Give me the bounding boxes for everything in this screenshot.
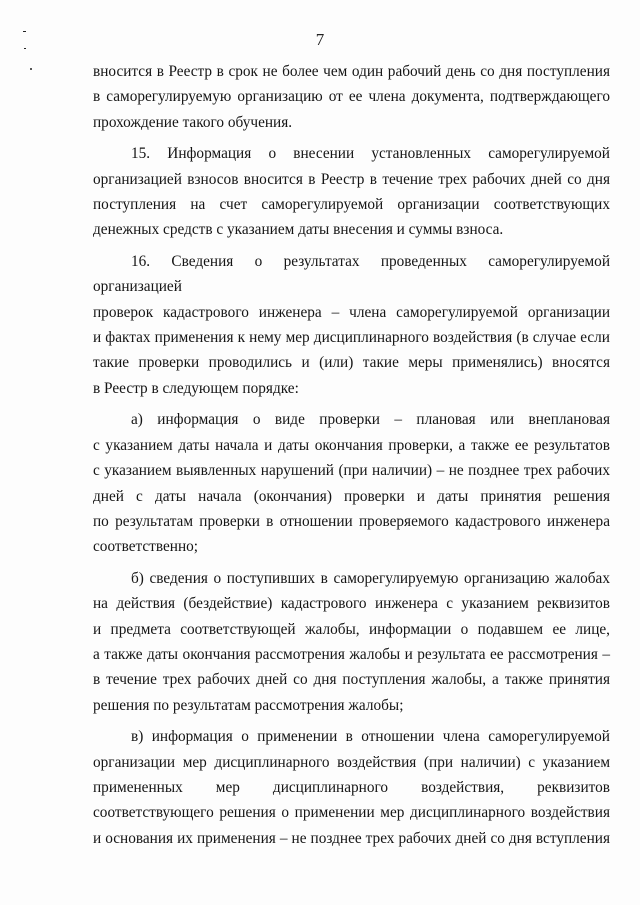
text-line: в саморегулируемую организацию от ее члена документа, подтверждающего [93, 88, 610, 106]
text-line: в течение трех рабочих дней со дня поступления жалобы, а также принятия [93, 671, 610, 689]
text-line: решения по результатам рассмотрения жалобы; [93, 696, 404, 714]
text-line: на действия (бездействие) кадастрового инженера с указанием реквизитов [93, 595, 610, 613]
text-line: и фактах применения к нему мер дисциплинарного воздействия (в случае если [93, 329, 610, 347]
text-line: такие проверки проводились и (или) такие меры применялись) вносятся [93, 354, 610, 372]
text-line: по результатам проверки в отношении проверяемого кадастрового инженера [93, 512, 610, 530]
text-line: прохождение такого обучения. [93, 113, 293, 131]
text-line: и предмета соответствующей жалобы, информации о подавшем ее лице, [93, 620, 610, 638]
page-number: 7 [315, 30, 325, 49]
text-line: примененных мер дисциплинарного воздействия, реквизитов [93, 778, 610, 796]
text-line: а) информация о виде проверки – плановая или внеплановая [131, 411, 610, 429]
text-line: дней с даты начала (окончания) проверки и даты принятия решения [93, 487, 610, 505]
text-line: соответствующего решения о применении мер дисциплинарного воздействия [93, 804, 610, 822]
text-line: б) сведения о поступивших в саморегулируемую организацию жалобах [131, 569, 610, 587]
text-line: проверок кадастрового инженера – члена саморегулируемой организации [93, 303, 610, 321]
text-line: поступления на счет саморегулируемой организации соответствующих [93, 196, 610, 214]
text-line: вносится в Реестр в срок не более чем один рабочий день со дня поступления [93, 63, 610, 80]
document-body [93, 59, 610, 851]
text-line: а также даты окончания рассмотрения жалобы и результата ее рассмотрения – [93, 645, 610, 663]
text-line: с указанием даты начала и даты окончания проверки, а также ее результатов [93, 436, 610, 454]
text-line: организацией взносов вносится в Реестр в течение трех рабочих дней со дня [93, 170, 610, 188]
text-line: соответственно; [93, 538, 199, 556]
text-line: в) информация о применении в отношении члена саморегулируемой [131, 728, 610, 746]
text-line: с указанием выявленных нарушений (при наличии) – не позднее трех рабочих [93, 462, 610, 480]
scan-mark [30, 68, 32, 70]
text-line: в Реестр в следующем порядке: [93, 379, 299, 397]
text-line: организации мер дисциплинарного воздействия (при наличии) с указанием [93, 753, 610, 771]
text-line: денежных средств с указанием даты внесения и суммы взноса. [93, 221, 504, 239]
text-line: 15. Информация о внесении установленных саморегулируемой [131, 145, 610, 163]
text-line: 16. Сведения о результатах проведенных саморегулируемой организацией [93, 252, 610, 296]
text-line: и основания их применения – не позднее трех рабочих дней со дня вступления [93, 829, 610, 847]
